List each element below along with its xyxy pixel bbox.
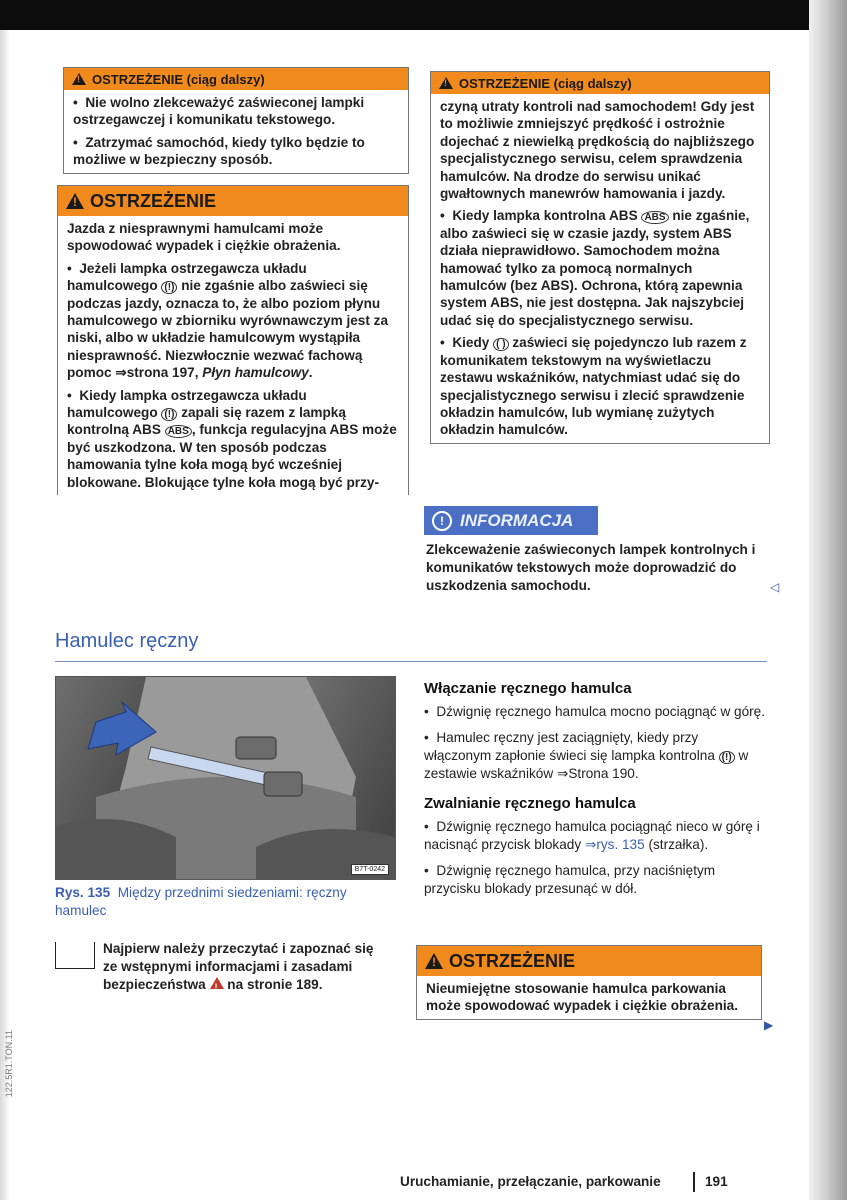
scan-right-edge: [809, 0, 847, 1200]
list-item: • Kiedy ( ) zaświeci się pojedynczo lub razem z komunikatem tekstowym na wyświetlaczu zestawu wskaźników, natychmiast udać się do specjalistycznego serwisu i zlecić sprawdzenie okładzin hamulców, lub wymianę zużytych okładzin hamulców.: [440, 335, 747, 438]
warning-body: [431, 94, 769, 443]
warning-triangle-icon: [66, 193, 84, 209]
warning-brakes-left: [57, 185, 409, 495]
warning-body: [64, 90, 408, 173]
warning-parking-brake: [416, 945, 762, 1020]
read-first-note: Najpierw należy przeczytać i zapoznać się ze wstępnymi informacjami i zasadami bezpieczeństwa ! na stronie 189.: [55, 940, 390, 994]
warning-triangle-icon: [72, 73, 86, 85]
info-text: Zlekceważenie zaświeconych lampek kontrolnych i komunikatów tekstowych może doprowadzić do uszkodzenia samochodu.: [426, 542, 756, 593]
list-item: • Jeżeli lampka ostrzegawcza układu hamulcowego (!) nie zgaśnie albo zaświeci się podczas jazdy, oznacza to, że albo poziom płynu hamulcowego w zbiorniku wyrównawczym jest za niski, albo w układzie hamulcowym wystąpiła niesprawność. Niezwłocznie wezwać fachową pomoc ⇒strona 197, Płyn hamulcowy.: [67, 260, 389, 381]
brake-warning-icon: (!): [161, 408, 177, 421]
footer-separator: [693, 1172, 695, 1192]
figure-caption: Rys. 135 Między przednimi siedzeniami: ręczny hamulec: [55, 885, 347, 918]
info-icon: !: [432, 511, 452, 531]
figure-code: B7T-0242: [351, 864, 389, 875]
continue-marker-icon: ▶: [764, 1018, 774, 1032]
list-item: • Hamulec ręczny jest zaciągnięty, kiedy przy włączonym zapłonie świeci się lampka kontrolna (!) w zestawie wskaźników ⇒Strona 190.: [424, 730, 749, 781]
abs-icon: ABS: [641, 211, 668, 224]
scan-left-edge: [0, 30, 10, 1200]
scan-top-border: [0, 0, 847, 30]
warning-header: ! OSTRZEŻENIE (ciąg dalszy): [431, 72, 769, 94]
list-item: • Dźwignię ręcznego hamulca mocno pociągnąć w górę.: [424, 704, 766, 719]
list-item: • Nie wolno zlekceważyć zaświeconej lampki ostrzegawczej i komunikatu tekstowego.: [73, 95, 365, 128]
brake-pads-icon: ( ): [493, 338, 508, 351]
list-item: • Kiedy lampka kontrolna ABS ABS nie zgaśnie, albo zaświeci się w czasie jazdy, system ABS działa nieprawidłowo. Samochodem można hamować tylko za pomocą normalnych hamulców (bez ABS). Ochrona, którą zapewnia system ABS, nie jest dostępna. Jak najszybciej udać się do specjalistycznego serwisu.: [440, 208, 750, 328]
warning-intro: Jazda z niesprawnymi hamulcami może spowodować wypadek i ciężkie obrażenia.: [67, 221, 341, 254]
warning-body: [58, 216, 408, 495]
book-icon: [55, 942, 95, 969]
info-header: ! INFORMACJA: [424, 506, 598, 535]
warning-intro: czyną utraty kontroli nad samochodem! Gdy jest to możliwie zmniejszyć prędkość i ostrożnie dojechać z niewielką prędkością do najbliższego specjalistycznego serwisu, celem sprawdzenia hamulców. Na drodze do serwisu unikać gwałtownych manewrów hamowania i jazdy.: [440, 99, 755, 202]
warning-header: ! OSTRZEŻENIE: [58, 186, 408, 216]
handbrake-figure: [55, 676, 396, 880]
warning-triangle-icon: [439, 77, 453, 89]
side-code: 122.5R1.TON.11: [4, 1030, 14, 1098]
parking-brake-icon: (!): [719, 751, 735, 764]
figure-link[interactable]: ⇒rys. 135: [584, 837, 645, 852]
subsection-title-engage: Włączanie ręcznego hamulca: [424, 680, 632, 697]
brake-warning-icon: (!): [161, 281, 177, 294]
end-marker-icon: ◁: [770, 580, 780, 594]
list-item: • Zatrzymać samochód, kiedy tylko będzie to możliwe w bezpieczny sposób.: [73, 134, 365, 168]
section-title: Hamulec ręczny: [55, 630, 199, 652]
warning-triangle-icon: [210, 977, 224, 989]
list-item: • Dźwignię ręcznego hamulca, przy naciśniętym przycisku blokady przesunąć w dół.: [424, 863, 716, 896]
handbrake-illustration: [56, 677, 395, 879]
warning-header: ! OSTRZEŻENIE (ciąg dalszy): [64, 68, 408, 90]
section-divider: [55, 661, 767, 662]
abs-icon: ABS: [165, 425, 192, 438]
warning-header: ! OSTRZEŻENIE: [417, 946, 761, 976]
warning-body: Nieumiejętne stosowanie hamulca parkowania może spowodować wypadek i ciężkie obrażenia.: [426, 981, 738, 1014]
list-item: • Dźwignię ręcznego hamulca pociągnąć nieco w górę i nacisnąć przycisk blokady ⇒rys. 135 (strzałka).: [424, 819, 760, 852]
warning-continued-left: [63, 67, 409, 174]
page-number: 191: [705, 1174, 728, 1189]
handbrake-instructions: [424, 680, 769, 906]
warning-continued-right: [430, 71, 770, 444]
warning-triangle-icon: [425, 953, 443, 969]
list-item: • Kiedy lampka ostrzegawcza układu hamulcowego (!) zapali się razem z lampką kontrolną ABS ABS , funkcja regulacyjna ABS może być uszkodzona. W ten sposób podczas hamowania tylne koła mogą być wcześniej blokowane. Blokujące tylne koła mogą być przy-: [67, 387, 397, 490]
subsection-title-release: Zwalnianie ręcznego hamulca: [424, 795, 636, 812]
footer-chapter: Uruchamianie, przełączanie, parkowanie: [400, 1174, 661, 1189]
